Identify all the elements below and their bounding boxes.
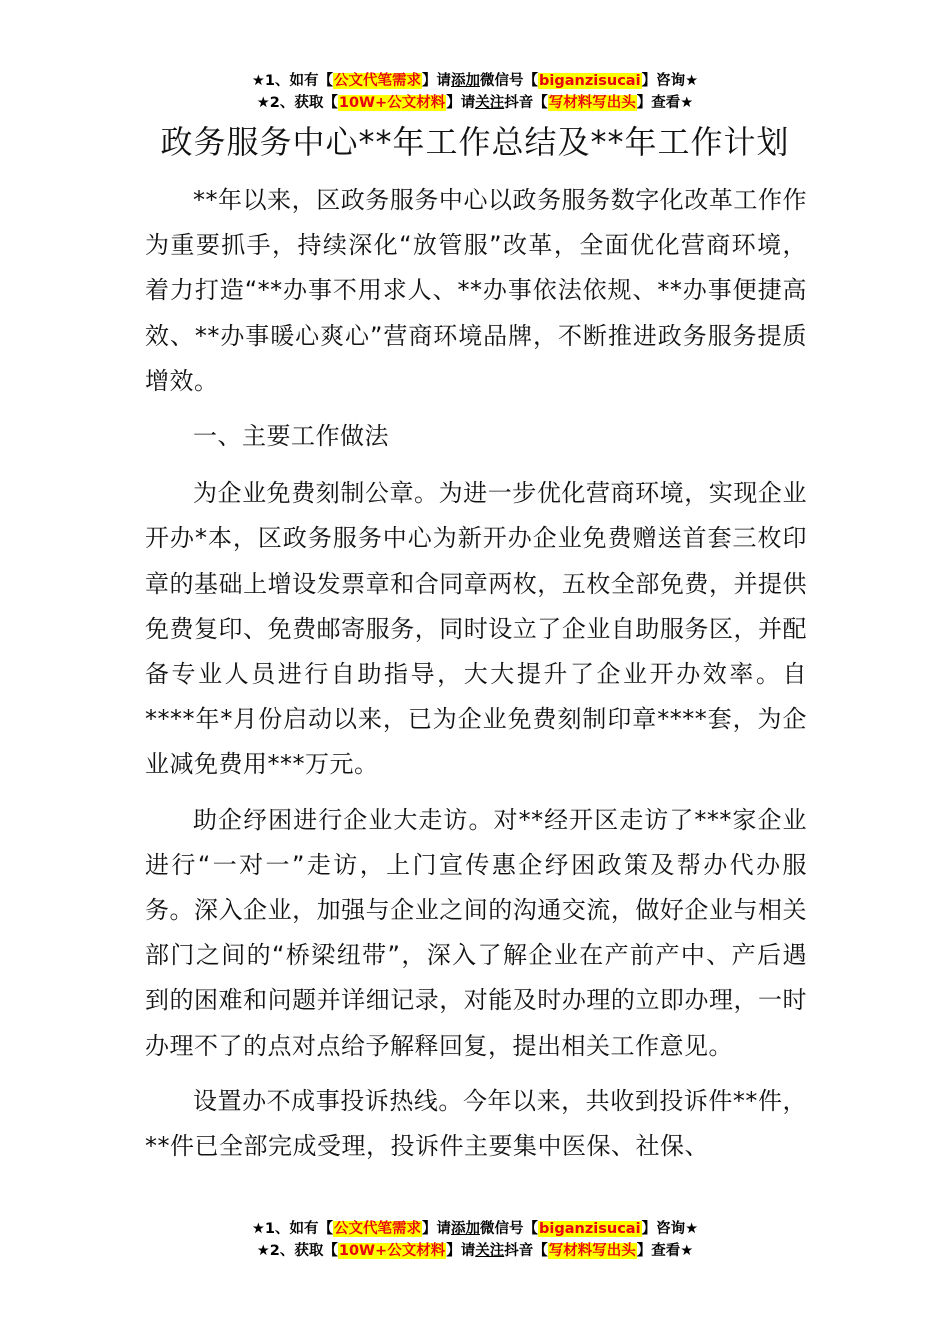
promo-text: ★2、获取【	[256, 1243, 338, 1259]
promo-emphasis: 添加	[451, 73, 481, 89]
promo-highlight: biganzisucai	[539, 73, 641, 89]
promo-text: 】查看★	[636, 1243, 694, 1259]
promo-emphasis: 关注	[475, 1243, 505, 1259]
promo-text: 】请	[422, 1221, 452, 1237]
promo-banner-bottom	[0, 1218, 950, 1262]
promo-text: 】咨询★	[641, 73, 699, 89]
paragraph-visit: 助企纾困进行企业大走访。对**经开区走访了***家企业进行“一对一”走访，上门宣传惠企纾困政策及帮办代办服务。深入企业，加强与企业之间的沟通交流，做好企业与相关部门之间的“桥梁纽带”，深入了解企业在产前产中、产后遇到的困难和问题并详细记录，对能及时办理的立即办理，一时办理不了的点对点给予解释回复，提出相关工作意见。	[145, 805, 807, 1060]
promo-text: ★2、获取【	[256, 95, 338, 111]
promo-highlight: 公文代笔需求	[334, 1221, 422, 1237]
promo-highlight: 公文代笔需求	[334, 73, 422, 89]
promo-text: 】咨询★	[641, 1221, 699, 1237]
promo-text: 微信号【	[480, 73, 539, 89]
document-body	[145, 178, 807, 1179]
paragraph-intro: **年以来，区政务服务中心以政务服务数字化改革工作作为重要抓手，持续深化“放管服”改革，全面优化营商环境，着力打造“**办事不用求人、**办事依法依规、**办事便捷高效、**办事暖心爽心”营商环境品牌，不断推进政务服务提质增效。	[145, 186, 807, 395]
promo-text: 】请	[446, 95, 476, 111]
promo-line-2	[0, 1240, 950, 1262]
promo-highlight: 10W+公文材料	[338, 95, 446, 111]
promo-text: 】请	[422, 73, 452, 89]
paragraph-seal: 为企业免费刻制公章。为进一步优化营商环境，实现企业开办*本，区政务服务中心为新开办企业免费赠送首套三枚印章的基础上增设发票章和合同章两枚，五枚全部免费，并提供免费复印、免费邮寄服务，同时设立了企业自助服务区，并配备专业人员进行自助指导，大大提升了企业开办效率。自****年*月份启动以来，已为企业免费刻制印章****套，为企业减免费用***万元。	[145, 479, 807, 779]
promo-text: ★1、如有【	[251, 73, 334, 89]
promo-text: 】查看★	[636, 95, 694, 111]
promo-banner-top	[0, 70, 950, 114]
promo-text: 微信号【	[480, 1221, 539, 1237]
promo-highlight: 10W+公文材料	[338, 1243, 446, 1259]
promo-text: 抖音【	[504, 1243, 548, 1259]
promo-line-2	[0, 92, 950, 114]
promo-line-1	[0, 70, 950, 92]
promo-highlight: biganzisucai	[539, 1221, 641, 1237]
promo-text: 抖音【	[504, 95, 548, 111]
paragraph-hotline: 设置办不成事投诉热线。今年以来，共收到投诉件**件，**件已全部完成受理，投诉件主要集中医保、社保、	[145, 1086, 807, 1161]
promo-text: ★1、如有【	[251, 1221, 334, 1237]
promo-emphasis: 添加	[451, 1221, 481, 1237]
promo-text: 】请	[446, 1243, 476, 1259]
section-heading: 一、主要工作做法	[193, 422, 389, 451]
promo-highlight: 写材料写出头	[548, 1243, 636, 1259]
promo-highlight: 写材料写出头	[548, 95, 636, 111]
promo-line-1	[0, 1218, 950, 1240]
document-title: 政务服务中心**年工作总结及**年工作计划	[160, 123, 790, 161]
promo-emphasis: 关注	[475, 95, 505, 111]
